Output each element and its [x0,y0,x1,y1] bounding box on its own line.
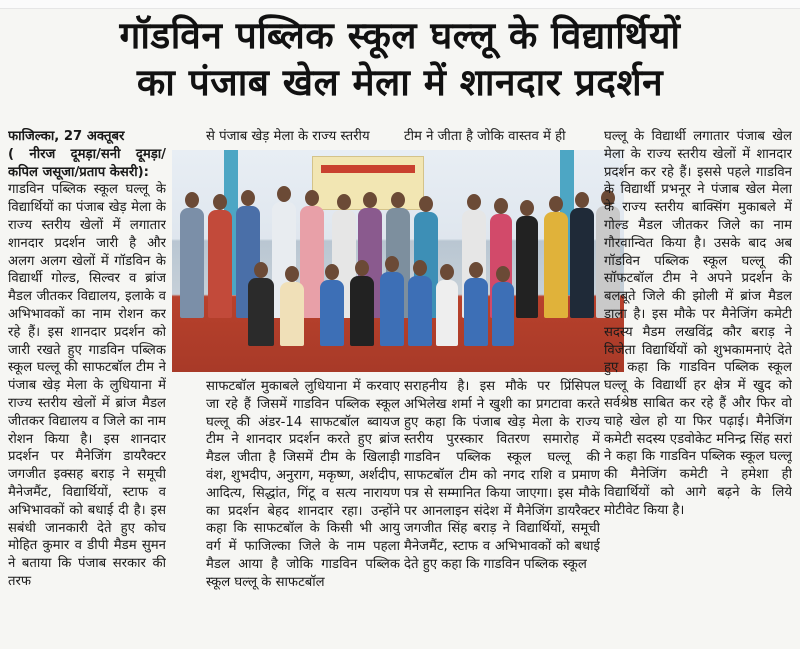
team-photo [172,150,624,372]
dateline: फाजिल्का, 27 अक्तूबर [8,129,125,144]
headline-line-2: का पंजाब खेल मेला में शानदार प्रदर्शन [136,61,664,104]
photo-student [248,278,274,346]
column-3-top-text: टीम ने जीता है जोकि वास्तव में ही [404,129,566,144]
column-3-text: सराहनीय है। इस मौके पर प्रिंसिपल अभिलेख शर्मा ने खुशी का प्रगटावा करते हुए कहा कि पंजाब खेड़ मेला के राज्य स्तरीय पुरस्कार वितरण समारोह में गाडविन पब्लिक स्कूल घल्लू की साफटबॉल टीम को नगद राशि व प्रमाण पत्र से सम्मानित किया जाएगा। इस मौके पर आनलाइन संदेश में मैनेजिंग डायरैक्टर जगजीत सिंह बराड़ ने विद्यार्थियों, समूची मैनेजमैंट, स्टाफ व अभिभावकों को बधाई देते हुए कहा कि गाडविन पब्लिक स्कूल [404,379,600,572]
column-4-text: घल्लू के विद्यार्थी लगातार पंजाब खेल मेला के राज्य स्तरीय खेलों में शानदार प्रदर्शन कर रहे हैं। इससे पहले गाडविन के विद्यार्थी प्रभनूर ने पंजाब खेल मेला के राज्य स्तरीय बाक्सिंग मुकाबले में गोल्ड मैडल जीतकर जिले का नाम गौरवान्वित किया है। उसके बाद अब गॉडविन पब्लिक स्कूल घल्लू की सॉफटबॉल टीम ने अपने प्रदर्शन के बलबूते जिले की झोली में ब्रांज मैडल डाला है। इस मौके पर मैनेजिंग कमेटी सदस्य मैडम लखविंद्र कौर बराड़ ने विजेता विद्यार्थियों को शुभकामनाएं देते हुए कहा कि गाडविन पब्लिक स्कूल घल्लू के विद्यार्थी हर क्षेत्र में खुद को सर्वश्रेष्ठ साबित कर रहे हैं और फिर वो चाहे खेल हो या फिर पढ़ाई। मैनेजिंग कमेटी सदस्य एडवोकेट मनिन्द्र सिंह सरां ने कहा कि गाडविन पब्लिक स्कूल घल्लू की मैनेजिंग कमेटी ने हमेशा ही विद्यार्थियों को आगे बढ़ने के लिये मोटीवेट किया है। [604,129,792,518]
photo-student [320,280,344,346]
article-column-4 [604,128,792,644]
photo-student [408,276,432,346]
column-1-text: गाडविन पब्लिक स्कूल घल्लू के विद्यार्थियों का पंजाब खेड़ मेला के राज्य स्तरीय खेलों में लगातार शानदार प्रदर्शन जारी है और अलग अलग खेलों में गॉडविन के विद्यार्थी गोल्ड, सिल्वर व ब्रांज मैडल जीतकर विद्यालय, इलाके व अभिभावकों का नाम रोशन कर रहे हैं। इस शानदार प्रदर्शन को जारी रखते हुए गाडविन पब्लिक स्कूल घल्लू की साफटबॉल टीम ने पंजाब खेड़ मेला के लुधियाना में राज्य स्तरीय खेलों में ब्रांज मैडल जीतकर विद्यालय व जिले का नाम रोशन किया है। इस शानदार प्रदर्शन पर मैनेजिंग डायरैक्टर जगजीत इक्सह बराड़ ने समूची मैनेजमैंट, विद्यार्थियों, स्टाफ व अभिभावकों को बधाई दी है। इस सबंधी जानकारी देते हुए कोच मोहित कुमार व डीपी मैडम सुमन ने बताया कि पंजाब सरकार की तरफ [8,182,166,589]
photo-student [350,276,374,346]
photo-student [464,278,488,346]
photo-person [208,210,232,318]
photo-student [280,282,304,346]
top-strip [0,0,800,9]
photo-person [180,208,204,318]
column-2-text: साफटबॉल मुकाबले लुधियाना में करवाए जा रहे हैं जिसमें गाडविन पब्लिक स्कूल घल्लू की अंडर-14 साफटबॉल ब्वायज टीम ने शानदार प्रदर्शन करते हुए ब्रांज मैडल जीता है जिसमें टीम के खिलाड़ी वंश, शुभदीप, अनुराग, मकृष्ण, अर्शदीप, आदित्य, सिद्धांत, गिंटू व सत्य नारायण का प्रदर्शन बेहद शानदार रहा। उन्होंने कहा कि साफटबॉल के किसी भी आयु वर्ग में फाजिल्का जिले के नाम पहला मैडल आया है जोकि गाडविन पब्लिक स्कूल घल्लू के साफटबॉल [206,379,400,590]
photo-student [380,272,404,346]
article-column-3-top [404,128,600,148]
article-column-2 [206,378,400,644]
photo-person [516,216,538,318]
article-column-2-top [206,128,400,148]
headline [8,12,792,106]
article-column-1 [8,128,166,644]
byline: ( नीरज दूमड़ा/सनी दूमड़ा/ कपिल जसूजा/प्रताप केसरी): [8,146,166,180]
headline-line-1: गॉडविन पब्लिक स्कूल घल्लू के विद्यार्थियों [119,14,681,57]
photo-person [570,208,594,318]
photo-student [436,280,458,346]
photo-person [544,212,568,318]
photo-student [492,282,514,346]
column-2-top-text: से पंजाब खेड़ मेला के राज्य स्तरीय [206,129,370,144]
article-column-3 [404,378,600,644]
